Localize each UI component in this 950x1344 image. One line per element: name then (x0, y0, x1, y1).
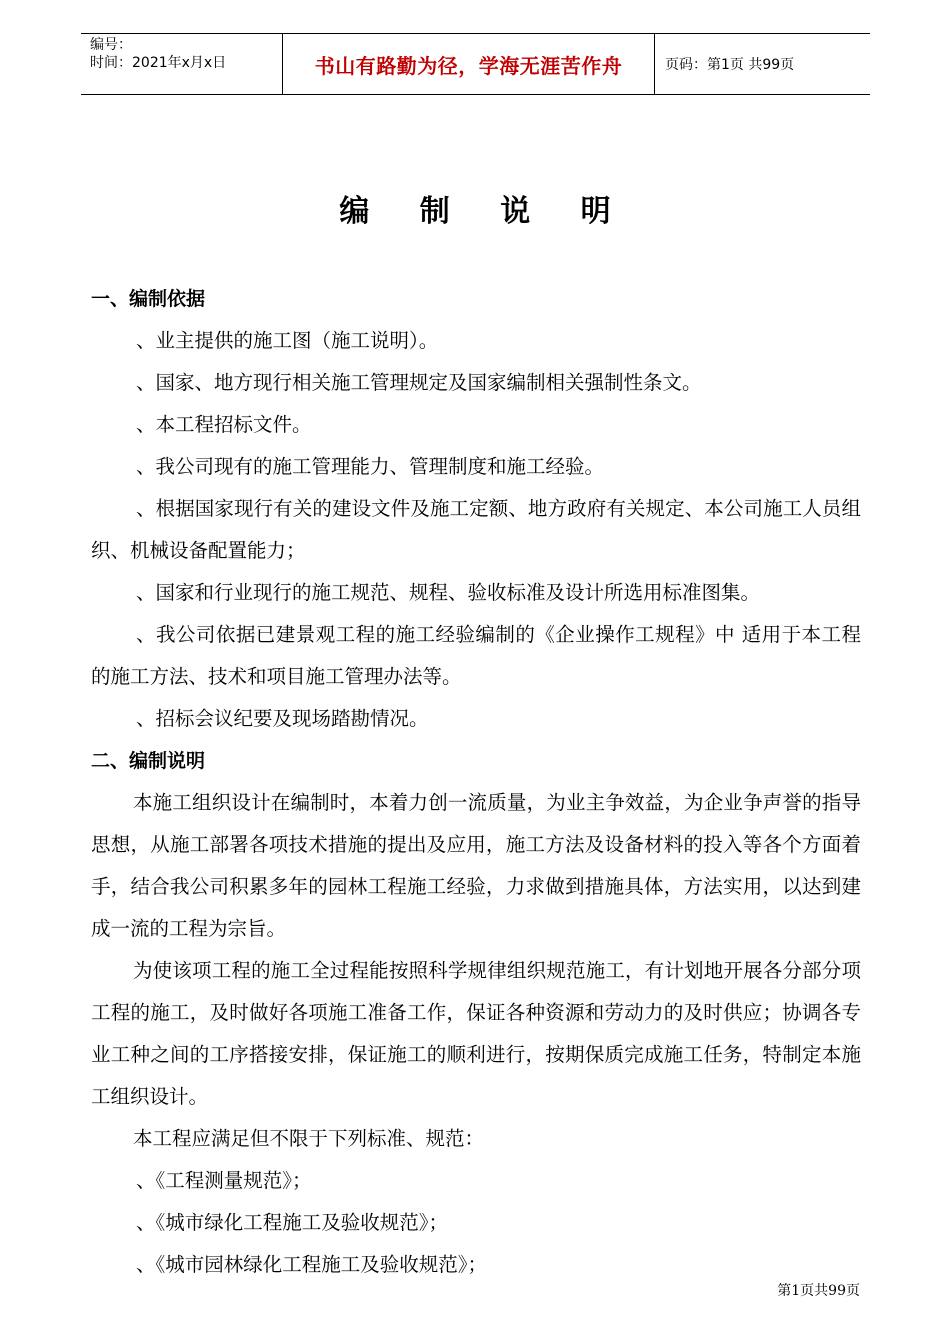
section-heading-description: 二、编制说明 (91, 750, 206, 772)
header-meta (81, 34, 283, 94)
basis-item: 、本工程招标文件。 (136, 413, 312, 436)
basis-item: 、我公司依据已建景观工程的施工经验编制的《企业操作工规程》中 适用于本工程的施工方法、技术和项目施工管理办法等。 (91, 623, 861, 688)
header-motto: 书山有路勤为径，学海无涯苦作舟 (283, 34, 655, 94)
header-page-info: 页码：第1页 共99页 (665, 57, 795, 73)
section-heading-basis: 一、编制依据 (91, 288, 206, 310)
description-paragraph: 本施工组织设计在编制时，本着力创一流质量，为业主争效益，为企业争声誉的指导思想，从施工部署各项技术措施的提出及应用，施工方法及设备材料的投入等各个方面着手，结合我公司积累多年的园林工程施工经验，力求做到措施具体，方法实用，以达到建成一流的工程为宗旨。 (91, 791, 861, 940)
basis-item: 、根据国家现行有关的建设文件及施工定额、地方政府有关规定、本公司施工人员组织、机械设备配置能力； (91, 497, 861, 562)
description-paragraph: 为使该项工程的施工全过程能按照科学规律组织规范施工，有计划地开展各分部分项工程的施工，及时做好各项施工准备工作，保证各种资源和劳动力的及时供应；协调各专业工种之间的工序搭接安排，保证施工的顺利进行，按期保质完成施工任务，特制定本施工组织设计。 (91, 959, 861, 1108)
basis-item: 、业主提供的施工图（施工说明）。 (136, 329, 439, 352)
page-footer-number: 第1页共99页 (777, 1283, 860, 1299)
document-number-label: 编号： (90, 37, 132, 53)
standard-item: 、《城市园林绿化工程施工及验收规范》； (136, 1253, 488, 1276)
page-title: 编 制 说 明 (339, 194, 631, 229)
document-time-label: 时间：2021年x月x日 (90, 55, 227, 71)
standard-item: 、《工程测量规范》； (136, 1169, 312, 1192)
page-header (81, 33, 870, 95)
basis-item: 、我公司现有的施工管理能力、管理制度和施工经验。 (136, 455, 605, 478)
basis-item: 、国家、地方现行相关施工管理规定及国家编制相关强制性条文。 (136, 371, 702, 394)
basis-item: 、国家和行业现行的施工规范、规程、验收标准及设计所选用标准图集。 (136, 581, 761, 604)
description-paragraph: 本工程应满足但不限于下列标准、规范： (133, 1127, 485, 1150)
standard-item: 、《城市绿化工程施工及验收规范》； (136, 1211, 449, 1234)
document-body (91, 278, 861, 1286)
basis-item: 、招标会议纪要及现场踏勘情况。 (136, 707, 429, 730)
